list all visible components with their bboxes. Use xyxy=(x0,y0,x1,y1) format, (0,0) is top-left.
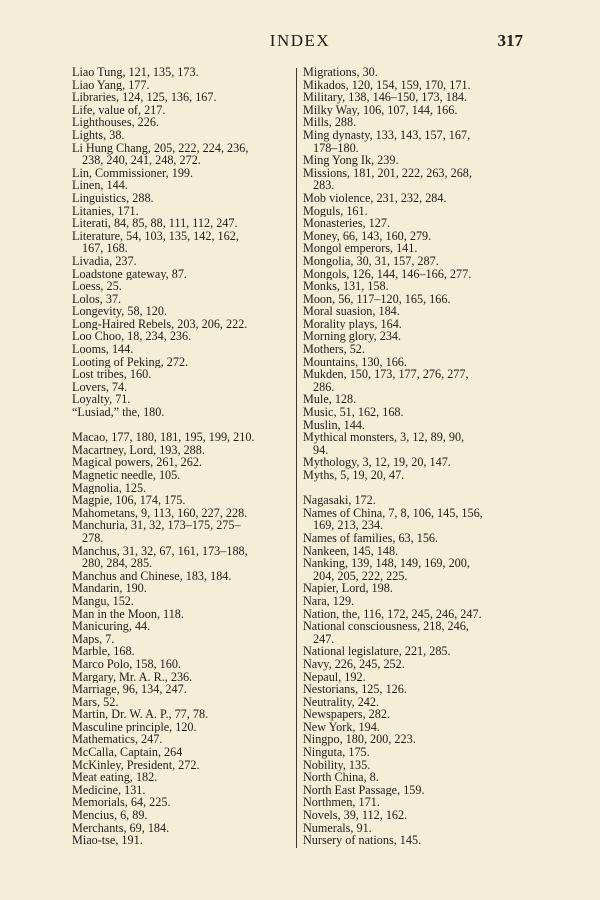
index-entry xyxy=(72,431,300,444)
index-entry xyxy=(72,482,300,495)
index-entry-line: Literati, 84, 85, 88, 111, 112, 247. xyxy=(72,217,238,230)
index-entry xyxy=(303,708,531,721)
index-entry-line: Mahometans, 9, 113, 160, 227, 228. xyxy=(72,506,248,520)
index-entry-line: Nepaul, 192. xyxy=(303,670,366,684)
index-entry-line: Lights, 38. xyxy=(72,128,125,142)
index-entry-line: Mikados, 120, 154, 159, 170, 171. xyxy=(303,78,471,92)
index-entry-line: Northmen, 171. xyxy=(303,796,380,810)
index-entry-line: Masculine principle, 120. xyxy=(72,720,197,734)
page-number: 317 xyxy=(497,31,523,50)
index-entry xyxy=(303,545,531,558)
index-entry xyxy=(303,494,531,507)
index-entry-line: Litanies, 171. xyxy=(72,204,139,218)
index-entry xyxy=(72,796,300,809)
index-entry-line: Muslin, 144. xyxy=(303,418,365,432)
index-entry-line: Manicuring, 44. xyxy=(72,620,151,633)
index-entry-line: Lost tribes, 160. xyxy=(72,368,152,381)
index-entry-line: Moguls, 161. xyxy=(303,204,368,218)
index-entry xyxy=(303,192,531,205)
index-entry xyxy=(72,507,300,520)
index-entry xyxy=(303,671,531,684)
index-entry-line: Medicine, 131. xyxy=(72,783,146,797)
index-entry-line: 286. xyxy=(313,379,335,394)
index-entry-line: Mothers, 52. xyxy=(303,343,365,356)
index-entry xyxy=(72,771,300,784)
index-entry xyxy=(72,645,300,658)
index-entry-line: Nobility, 135. xyxy=(303,758,371,772)
index-entry xyxy=(303,784,531,797)
index-entry xyxy=(303,721,531,734)
index-entry-line: Livadia, 237. xyxy=(72,254,137,268)
index-entry-line: Ming Yong Ik, 239. xyxy=(303,154,399,167)
index-entry-line: Libraries, 124, 125, 136, 167. xyxy=(72,91,217,104)
index-entry-line: Morality plays, 164. xyxy=(303,317,402,331)
index-entry xyxy=(72,456,300,469)
index-entry xyxy=(72,545,300,570)
index-entry-line: Lovers, 74. xyxy=(72,380,128,394)
index-entry-line: Numerals, 91. xyxy=(303,821,372,835)
index-entry-line: Macao, 177, 180, 181, 195, 199, 210. xyxy=(72,431,255,444)
index-entry-line: Manchus, 31, 32, 67, 161, 173–188, xyxy=(72,544,248,558)
index-entry-line: Milky Way, 106, 107, 144, 166. xyxy=(303,103,458,117)
index-entry-line: Migrations, 30. xyxy=(303,66,378,79)
index-entry xyxy=(72,255,300,268)
index-entry-line: Linen, 144. xyxy=(72,179,128,192)
index-entry-line: Life, value of, 217. xyxy=(72,103,166,117)
index-entry xyxy=(72,444,300,457)
index-entry xyxy=(72,582,300,595)
index-entry-line: Moon, 56, 117–120, 165, 166. xyxy=(303,292,451,306)
index-entry xyxy=(72,79,300,92)
index-entry xyxy=(303,507,531,532)
index-entry-line: Mills, 288. xyxy=(303,116,357,129)
index-entry-line: Maps, 7. xyxy=(72,632,115,646)
index-entry xyxy=(72,91,300,104)
index-entry-line: Marco Polo, 158, 160. xyxy=(72,657,182,671)
index-entry xyxy=(303,167,531,192)
index-entry xyxy=(72,318,300,331)
index-entry-line: Meat eating, 182. xyxy=(72,771,158,784)
index-entry xyxy=(72,393,300,406)
index-entry-line: Nanking, 139, 148, 149, 169, 200, xyxy=(303,557,470,571)
index-entry-line: Ningpo, 180, 200, 223. xyxy=(303,733,416,747)
index-entry-line: Nation, the, 116, 172, 245, 246, 247. xyxy=(303,607,482,621)
index-entry xyxy=(72,205,300,218)
index-entry-line: Mongols, 126, 144, 146–166, 277. xyxy=(303,267,472,281)
index-entry-line: Linguistics, 288. xyxy=(72,191,154,205)
index-entry-line: 238, 240, 241, 248, 272. xyxy=(82,153,201,167)
index-column-right xyxy=(303,66,531,847)
index-entry xyxy=(72,368,300,381)
index-entry xyxy=(72,129,300,142)
index-entry-line: 178–180. xyxy=(313,140,359,155)
index-entry-line: Marble, 168. xyxy=(72,645,135,658)
index-entry xyxy=(72,104,300,117)
index-entry-line: Morning glory, 234. xyxy=(303,330,402,344)
index-entry xyxy=(303,205,531,218)
index-entry xyxy=(72,179,300,192)
index-entry-line: Liao Tung, 121, 135, 173. xyxy=(72,66,199,79)
index-entry-line: North China, 8. xyxy=(303,771,379,784)
index-entry-line: Mathematics, 247. xyxy=(72,733,163,747)
index-entry xyxy=(72,116,300,129)
index-entry xyxy=(72,330,300,343)
index-entry xyxy=(303,406,531,419)
index-entry xyxy=(303,318,531,331)
index-entry-line: Man in the Moon, 118. xyxy=(72,607,184,621)
index-entry xyxy=(303,733,531,746)
column-divider xyxy=(296,68,297,848)
index-entry xyxy=(72,494,300,507)
index-entry-line: Liao Yang, 177. xyxy=(72,78,150,92)
index-entry xyxy=(303,91,531,104)
index-entry xyxy=(303,66,531,79)
index-entry xyxy=(72,305,300,318)
index-entry-line: Mars, 52. xyxy=(72,695,119,709)
index-entry-line: 169, 213, 234. xyxy=(313,518,384,532)
index-entry xyxy=(303,330,531,343)
index-entry xyxy=(72,293,300,306)
index-entry xyxy=(303,280,531,293)
index-entry-line: Loadstone gateway, 87. xyxy=(72,267,187,281)
index-entry-line: Ming dynasty, 133, 143, 157, 167, xyxy=(303,128,471,142)
index-entry xyxy=(303,608,531,621)
index-entry-line: New York, 194. xyxy=(303,720,380,734)
index-entry xyxy=(72,608,300,621)
index-entry-line: Memorials, 64, 225. xyxy=(72,796,171,810)
index-entry-line: Mongol emperors, 141. xyxy=(303,242,418,255)
index-entry xyxy=(303,620,531,645)
index-entry-line: Mongolia, 30, 31, 157, 287. xyxy=(303,254,439,268)
index-entry-line: Napier, Lord, 198. xyxy=(303,582,393,595)
index-entry xyxy=(303,104,531,117)
index-entry xyxy=(303,116,531,129)
index-entry-line: Literature, 54, 103, 135, 142, 162, xyxy=(72,229,239,243)
index-entry-line: Moral suasion, 184. xyxy=(303,305,400,318)
index-entry-line: Nara, 129. xyxy=(303,594,355,608)
index-entry-line: Mob violence, 231, 232, 284. xyxy=(303,191,447,205)
index-entry xyxy=(303,834,531,847)
index-entry-line: Manchuria, 31, 32, 173–175, 275– xyxy=(72,519,241,533)
index-entry xyxy=(72,683,300,696)
index-entry xyxy=(72,381,300,394)
index-entry xyxy=(303,557,531,582)
index-entry-line: Martin, Dr. W. A. P., 77, 78. xyxy=(72,708,209,721)
index-entry xyxy=(72,66,300,79)
index-entry xyxy=(303,343,531,356)
index-entry xyxy=(303,419,531,432)
index-entry-line: Novels, 39, 112, 162. xyxy=(303,809,408,822)
index-entry-line: Loess, 25. xyxy=(72,280,122,293)
index-entry xyxy=(72,343,300,356)
index-entry xyxy=(72,658,300,671)
index-entry-line: Mandarin, 190. xyxy=(72,582,147,595)
index-entry-line: Nestorians, 125, 126. xyxy=(303,683,407,696)
index-entry xyxy=(72,733,300,746)
index-entry-line: Military, 138, 146–150, 173, 184. xyxy=(303,91,468,104)
index-entry xyxy=(72,268,300,281)
index-entry-line: Monks, 131, 158. xyxy=(303,280,389,293)
index-entry-line: 283. xyxy=(313,178,335,192)
index-entry-line: Macartney, Lord, 193, 288. xyxy=(72,443,205,457)
index-entry-line: Nagasaki, 172. xyxy=(303,494,376,507)
index-entry xyxy=(72,570,300,583)
index-entry xyxy=(303,217,531,230)
index-entry-line: Lin, Commissioner, 199. xyxy=(72,166,194,180)
index-entry xyxy=(303,658,531,671)
index-entry-line: Nankeen, 145, 148. xyxy=(303,544,399,558)
index-entry-line: Newspapers, 282. xyxy=(303,708,390,721)
index-entry xyxy=(303,746,531,759)
index-entry-line: National legislature, 221, 285. xyxy=(303,645,451,658)
index-entry xyxy=(72,708,300,721)
index-entry-line: Navy, 226, 245, 252. xyxy=(303,657,405,671)
index-entry xyxy=(303,293,531,306)
index-entry-line: 167, 168. xyxy=(82,241,128,255)
index-entry-line: Mule, 128. xyxy=(303,393,357,407)
index-entry xyxy=(303,759,531,772)
index-entry-line: 280, 284, 285. xyxy=(82,556,153,570)
index-entry xyxy=(72,217,300,230)
index-entry xyxy=(303,230,531,243)
index-entry xyxy=(303,356,531,369)
index-entry-line: Miao-tse, 191. xyxy=(72,834,143,847)
index-entry-line: National consciousness, 218, 246, xyxy=(303,620,469,634)
index-entry xyxy=(303,809,531,822)
index-entry xyxy=(303,595,531,608)
index-entry xyxy=(72,469,300,482)
index-entry xyxy=(72,696,300,709)
index-entry xyxy=(72,192,300,205)
index-entry-line: Mountains, 130, 166. xyxy=(303,355,407,369)
index-entry xyxy=(303,771,531,784)
index-entry xyxy=(72,809,300,822)
index-entry-line: Long-Haired Rebels, 203, 206, 222. xyxy=(72,317,248,331)
index-entry-line: Lolos, 37. xyxy=(72,292,122,306)
index-entry-line: Marriage, 96, 134, 247. xyxy=(72,683,187,696)
index-entry-line: Magnolia, 125. xyxy=(72,481,147,495)
index-entry-line: Names of families, 63, 156. xyxy=(303,531,439,545)
index-entry xyxy=(72,595,300,608)
index-entry xyxy=(72,633,300,646)
index-entry xyxy=(303,431,531,456)
index-entry xyxy=(303,456,531,469)
index-entry-line: Li Hung Chang, 205, 222, 224, 236, xyxy=(72,141,249,155)
index-entry-line: Money, 66, 143, 160, 279. xyxy=(303,229,432,243)
index-entry xyxy=(303,154,531,167)
index-entry-line: McCalla, Captain, 264 xyxy=(72,746,183,759)
index-entry xyxy=(72,280,300,293)
index-entry xyxy=(303,368,531,393)
index-entry xyxy=(303,796,531,809)
index-entry xyxy=(72,519,300,544)
index-entry xyxy=(72,142,300,167)
index-entry-line: Ninguta, 175. xyxy=(303,746,370,759)
index-entry xyxy=(303,129,531,154)
index-entry-line: McKinley, President, 272. xyxy=(72,758,200,772)
index-entry xyxy=(72,230,300,255)
index-entry-line: Magical powers, 261, 262. xyxy=(72,456,202,469)
running-head-title: INDEX xyxy=(269,31,331,50)
index-entry xyxy=(72,671,300,684)
index-entry-line: North East Passage, 159. xyxy=(303,783,425,797)
index-entry xyxy=(72,721,300,734)
index-entry xyxy=(72,356,300,369)
index-entry-line: 204, 205, 222, 225. xyxy=(313,568,408,583)
index-entry-line: Loyalty, 71. xyxy=(72,393,131,407)
index-entry-line: Looting of Peking, 272. xyxy=(72,355,189,369)
index-entry-line: 278. xyxy=(82,530,104,545)
index-entry-line: Manchus and Chinese, 183, 184. xyxy=(72,569,232,583)
index-entry xyxy=(72,759,300,772)
index-entry xyxy=(303,532,531,545)
index-entry xyxy=(72,167,300,180)
index-entry xyxy=(303,822,531,835)
index-entry-line: Mythical monsters, 3, 12, 89, 90, xyxy=(303,431,465,445)
index-entry-line: Mythology, 3, 12, 19, 20, 147. xyxy=(303,456,451,469)
index-entry-line: Looms, 144. xyxy=(72,343,134,356)
index-entry xyxy=(303,305,531,318)
index-entry-line: Music, 51, 162, 168. xyxy=(303,406,404,419)
index-entry-line: Loo Choo, 18, 234, 236. xyxy=(72,330,192,344)
index-entry xyxy=(72,834,300,847)
index-entry-line: 94. xyxy=(313,442,329,457)
index-entry-line: Names of China, 7, 8, 106, 145, 156, xyxy=(303,506,483,520)
index-entry xyxy=(303,683,531,696)
index-entry-line: Magpie, 106, 174, 175. xyxy=(72,494,186,507)
index-entry xyxy=(303,582,531,595)
index-entry xyxy=(303,79,531,92)
index-entry-line: Mukden, 150, 173, 177, 276, 277, xyxy=(303,368,469,382)
index-column-left xyxy=(72,66,300,847)
index-entry xyxy=(72,406,300,419)
index-entry-line: Margary, Mr. A. R., 236. xyxy=(72,670,193,684)
index-entry-line: Missions, 181, 201, 222, 263, 268, xyxy=(303,166,472,180)
index-entry xyxy=(72,746,300,759)
index-entry-line: Myths, 5, 19, 20, 47. xyxy=(303,469,405,482)
index-entry-line: 247. xyxy=(313,631,335,646)
index-entry xyxy=(303,696,531,709)
index-entry xyxy=(72,620,300,633)
index-entry-line: Mencius, 6, 89. xyxy=(72,809,148,822)
index-entry-line: Neutrality, 242. xyxy=(303,695,380,709)
index-entry xyxy=(303,255,531,268)
index-entry xyxy=(303,268,531,281)
index-entry-line: Monasteries, 127. xyxy=(303,217,390,230)
index-entry-line: Merchants, 69, 184. xyxy=(72,821,170,835)
index-entry-line: “Lusiad,” the, 180. xyxy=(72,406,165,419)
index-entry xyxy=(303,645,531,658)
index-entry-line: Nursery of nations, 145. xyxy=(303,834,422,847)
index-entry xyxy=(72,822,300,835)
index-entry xyxy=(72,784,300,797)
index-entry xyxy=(303,242,531,255)
index-entry xyxy=(303,469,531,482)
index-entry-line: Longevity, 58, 120. xyxy=(72,305,168,318)
index-entry xyxy=(303,393,531,406)
index-entry-line: Magnetic needle, 105. xyxy=(72,469,181,482)
index-entry-line: Lighthouses, 226. xyxy=(72,116,160,129)
index-entry-line: Mangu, 152. xyxy=(72,594,134,608)
